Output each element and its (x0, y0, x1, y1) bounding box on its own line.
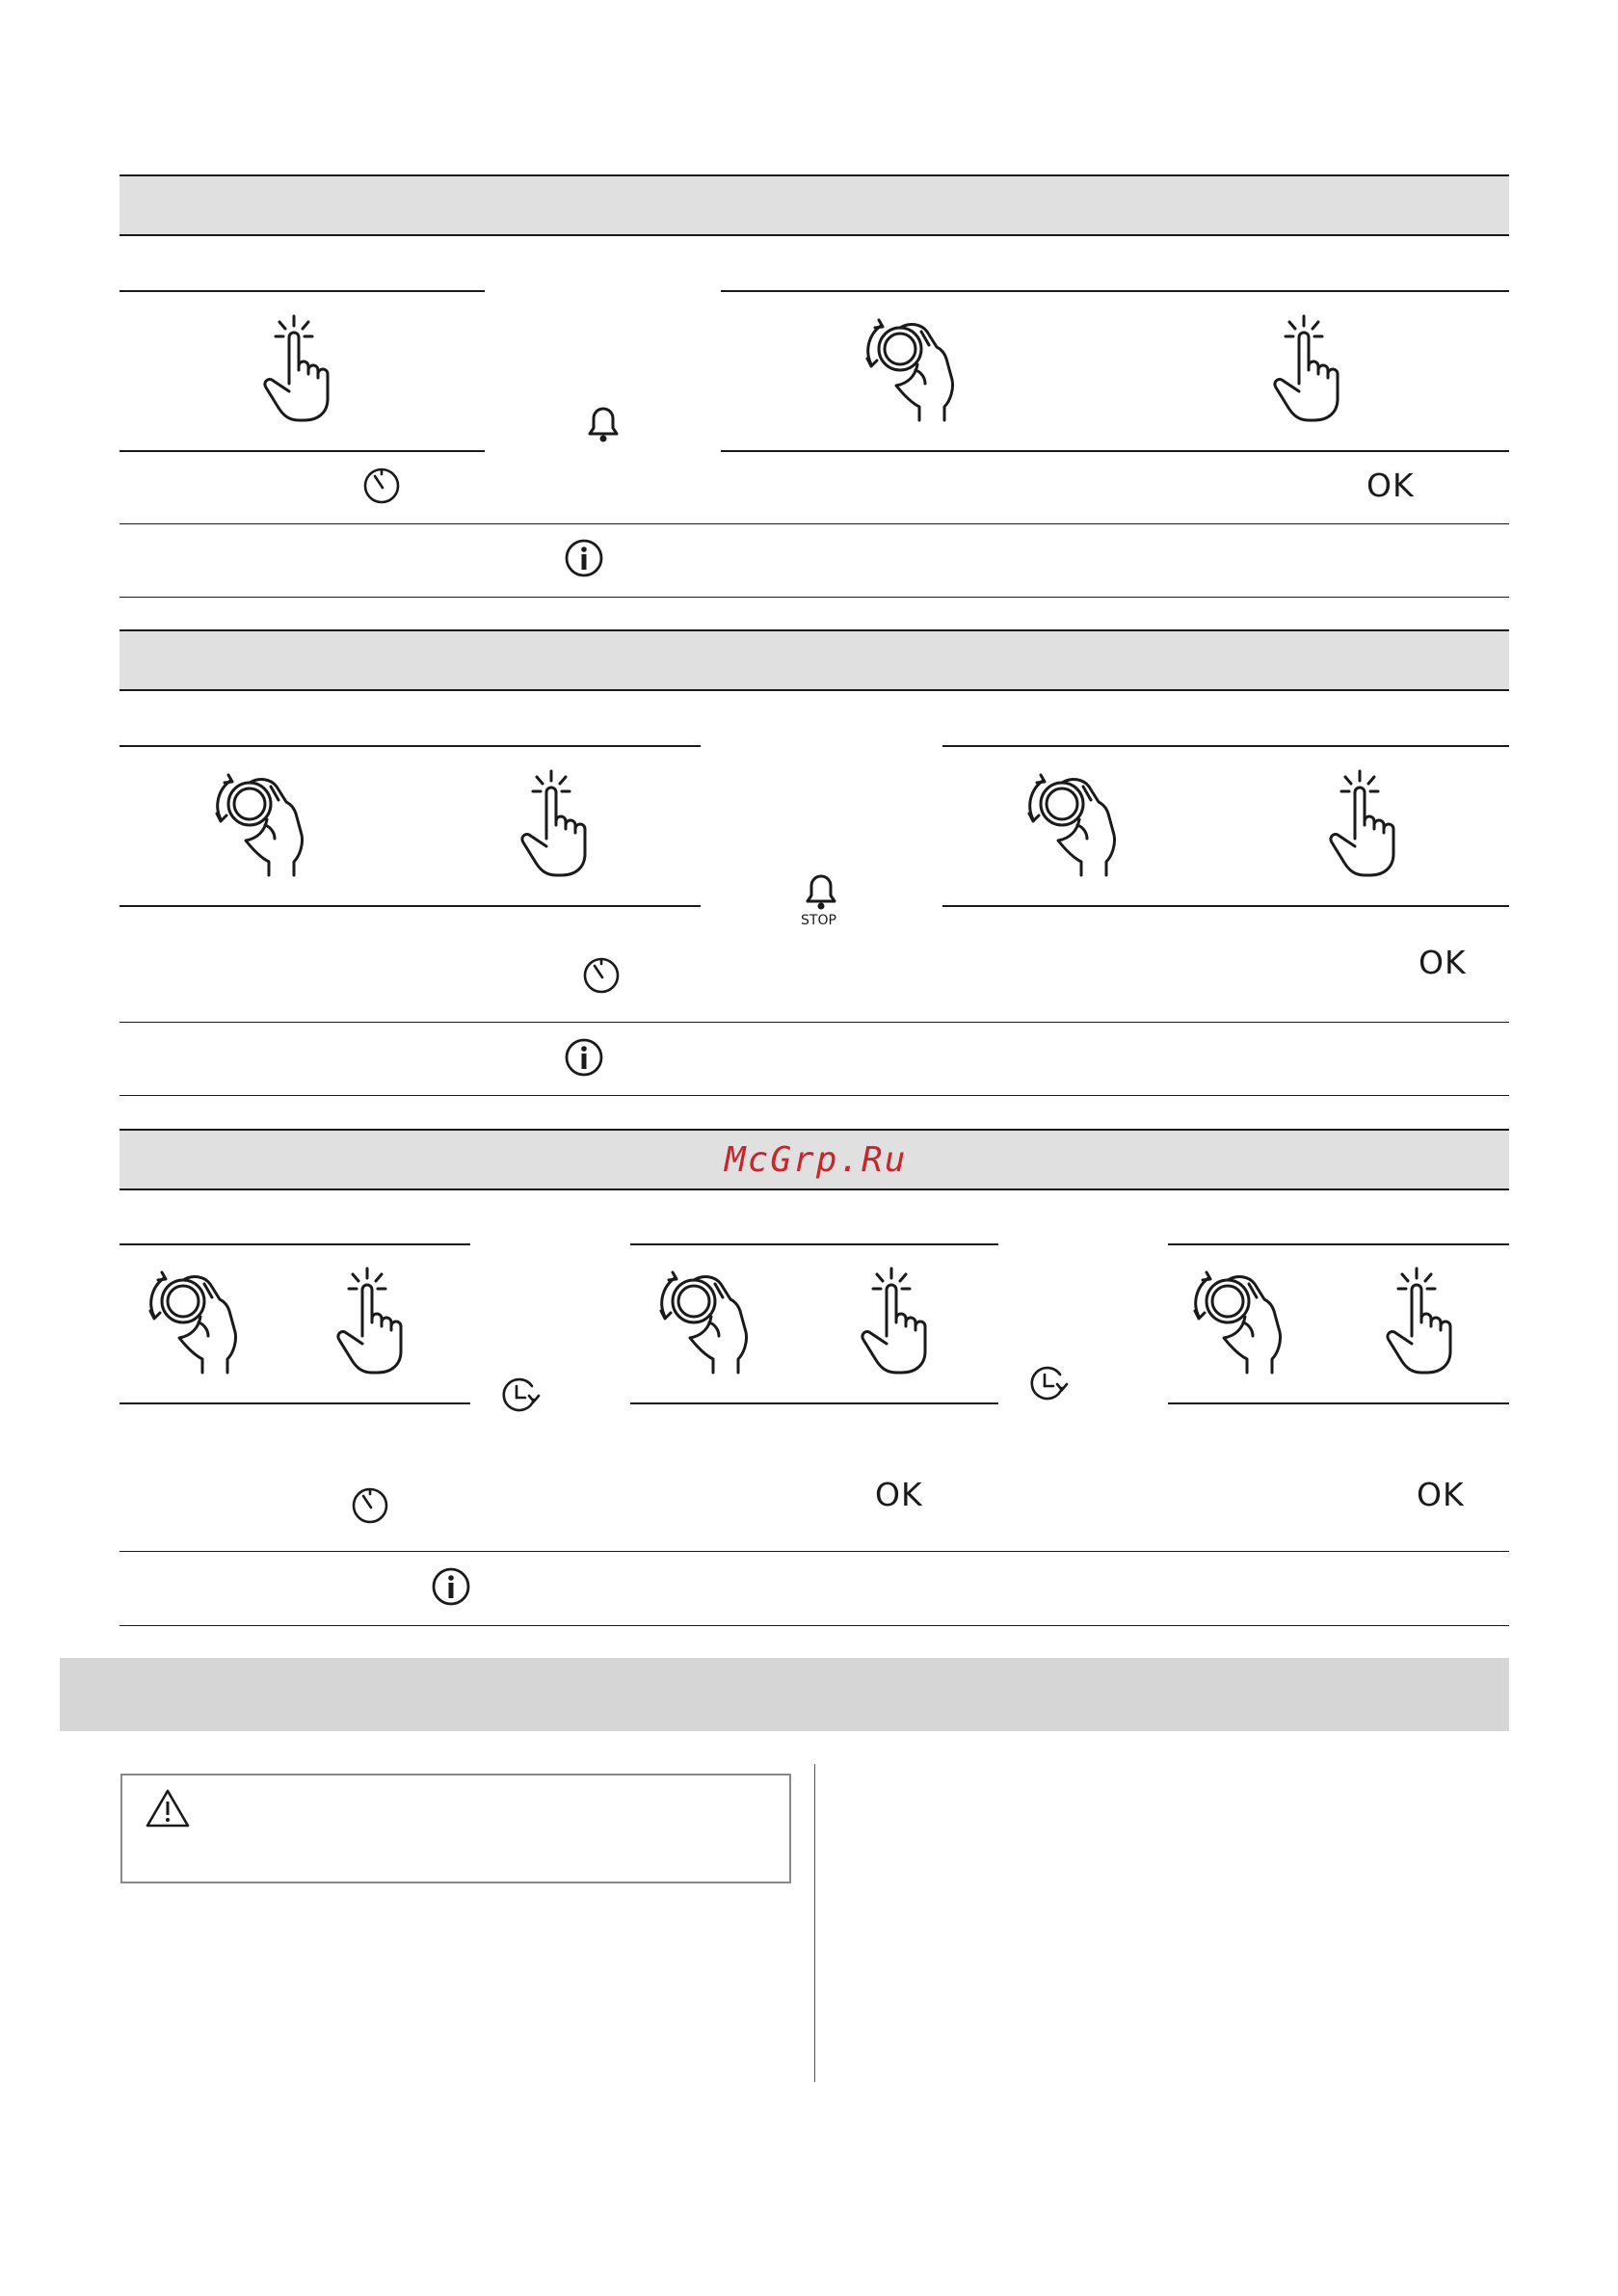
divider (119, 1022, 1509, 1023)
divider (119, 523, 1509, 524)
touch-icon (1270, 310, 1347, 426)
divider (630, 1243, 998, 1245)
touch-icon (260, 310, 337, 426)
divider (942, 905, 1509, 907)
touch-icon (1383, 1263, 1460, 1378)
timer-icon (349, 1484, 391, 1527)
divider (942, 745, 1509, 747)
touch-icon (858, 1263, 935, 1378)
touch-icon (517, 765, 595, 881)
clock-end-icon (1025, 1363, 1074, 1405)
info-icon (430, 1565, 472, 1608)
info-icon (563, 537, 605, 579)
divider (721, 450, 1509, 452)
ok-label: OK (1366, 467, 1415, 504)
divider (119, 1243, 470, 1245)
timer-icon (360, 465, 403, 507)
rotate-knob-icon (141, 1261, 247, 1376)
rotate-knob-icon (651, 1261, 757, 1376)
ok-label: OK (1419, 944, 1467, 981)
ok-label: OK (875, 1476, 923, 1513)
touch-icon (1326, 765, 1403, 881)
warning-box (120, 1774, 791, 1883)
divider (119, 290, 485, 292)
info-icon (563, 1036, 605, 1079)
section-header-band-1 (119, 174, 1509, 236)
timer-icon (580, 954, 623, 997)
clock-start-icon (497, 1375, 545, 1417)
touch-icon (333, 1263, 411, 1378)
divider (119, 745, 701, 747)
column-divider (814, 1764, 815, 2082)
divider (119, 1551, 1509, 1552)
divider (119, 1402, 470, 1404)
rotate-knob-icon (858, 308, 964, 424)
divider (119, 1625, 1509, 1626)
bell-stop-icon (802, 870, 840, 913)
divider (1168, 1243, 1509, 1245)
divider (119, 597, 1509, 598)
chapter-header-band (60, 1658, 1509, 1731)
ok-label: OK (1417, 1476, 1465, 1513)
divider (721, 290, 1509, 292)
divider (630, 1402, 998, 1404)
stop-label: STOP (801, 913, 836, 928)
divider (119, 905, 701, 907)
rotate-knob-icon (1020, 763, 1126, 879)
section-header-band-2 (119, 629, 1509, 691)
warning-icon (144, 1787, 192, 1829)
bell-icon (584, 403, 623, 445)
rotate-knob-icon (1185, 1261, 1291, 1376)
divider (119, 450, 485, 452)
divider (119, 1095, 1509, 1096)
rotate-knob-icon (207, 763, 313, 879)
watermark: McGrp.Ru (725, 1140, 908, 1180)
divider (1168, 1402, 1509, 1404)
